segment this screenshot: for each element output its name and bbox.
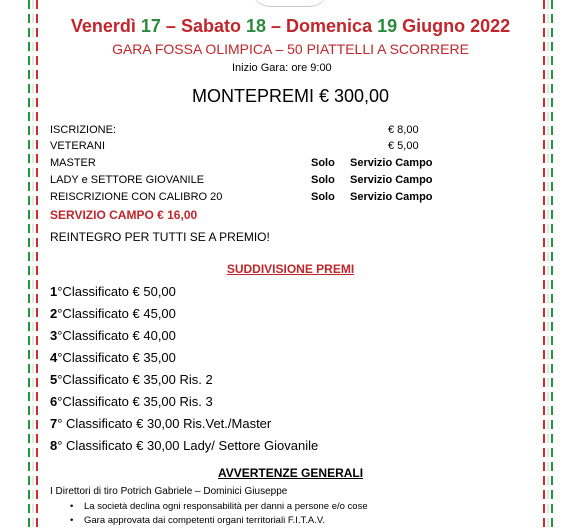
day2: Sabato: [180, 16, 241, 36]
fee-label: ISCRIZIONE:: [50, 124, 117, 136]
sep2: –: [271, 16, 282, 36]
fee-row: [50, 139, 500, 154]
prize-item: [50, 372, 213, 387]
prize-rank: 5: [50, 372, 58, 387]
fee-label: LADY e SETTORE GIOVANILE: [50, 174, 205, 186]
start-time-value: ore 9:00: [291, 62, 332, 74]
reinstatement-note: REINTEGRO PER TUTTI SE A PREMIO!: [50, 230, 270, 244]
shooting-directors: I Direttori di tiro Potrich Gabriele – Dominici Giuseppe: [50, 486, 288, 497]
day1: Venerdì: [70, 16, 136, 36]
prize-rank: 7: [50, 416, 58, 431]
prize-item: [50, 350, 176, 365]
prize-rank: 2: [50, 306, 58, 321]
emblem-arc: [250, 0, 330, 7]
fee-service: Servizio Campo: [350, 174, 433, 186]
service-fee: SERVIZIO CAMPO € 16,00: [50, 208, 198, 222]
day3: Domenica: [286, 16, 373, 36]
prize-rank: 1: [50, 284, 58, 299]
fee-row: [50, 173, 500, 188]
date2: 18: [245, 16, 266, 36]
prize-text: °Classificato € 35,00: [57, 350, 176, 365]
fee-label: VETERANI: [50, 140, 106, 152]
prize-item: [50, 306, 176, 321]
warning-item: • Gara approvata dai competenti organi territoriali F.I.T.A.V.: [70, 514, 368, 528]
prize-pool: MONTEPREMI € 300,00: [191, 86, 390, 106]
prize-item: [50, 438, 318, 453]
fee-label: MASTER: [50, 157, 96, 169]
prize-text: °Classificato € 35,00 Ris. 2: [57, 372, 213, 387]
start-time-label: Inizio Gara:: [232, 62, 292, 74]
prize-item: [50, 416, 271, 431]
prize-item: [50, 394, 213, 409]
fee-service: Servizio Campo: [350, 157, 433, 169]
date1: 17: [140, 16, 161, 36]
prize-rank: 4: [50, 350, 58, 365]
fee-solo: Solo: [311, 174, 335, 186]
prize-item: [50, 284, 176, 299]
warning-item: • La società declina ogni responsabilità per danni a persone e/o cose: [70, 500, 368, 514]
general-warnings-heading: AVVERTENZE GENERALI: [217, 466, 364, 480]
warnings-list: [70, 500, 368, 528]
fee-row: [50, 190, 500, 205]
fee-solo: Solo: [311, 157, 335, 169]
prize-breakdown-heading: [0, 262, 581, 276]
fee-solo: Solo: [311, 191, 335, 203]
fee-amount: € 8,00: [388, 124, 419, 136]
prize-rank: 3: [50, 328, 58, 343]
start-time: [232, 62, 332, 74]
fee-row: [50, 156, 500, 171]
prize-breakdown-heading-text: SUDDIVISIONE PREMI: [226, 262, 355, 276]
prize-rank: 6: [50, 394, 58, 409]
month-year: Giugno 2022: [402, 16, 511, 36]
prize-text: °Classificato € 45,00: [57, 306, 176, 321]
prize-text: °Classificato € 35,00 Ris. 3: [57, 394, 213, 409]
prize-text: ° Classificato € 30,00 Lady/ Settore Giovanile: [57, 438, 319, 453]
prize-item: [50, 328, 176, 343]
date3: 19: [377, 16, 398, 36]
prize-text: °Classificato € 50,00: [57, 284, 176, 299]
fee-row: [50, 123, 500, 138]
prize-rank: 8: [50, 438, 58, 453]
event-dates: [0, 16, 581, 37]
fee-amount: € 5,00: [388, 140, 419, 152]
competition-title: GARA FOSSA OLIMPICA – 50 PIATTELLI A SCORRERE: [112, 41, 469, 57]
prize-text: ° Classificato € 30,00 Ris.Vet./Master: [57, 416, 272, 431]
fee-service: Servizio Campo: [350, 191, 433, 203]
prize-text: °Classificato € 40,00: [57, 328, 176, 343]
fee-label: REISCRIZIONE CON CALIBRO 20: [50, 191, 223, 203]
sep1: –: [165, 16, 176, 36]
